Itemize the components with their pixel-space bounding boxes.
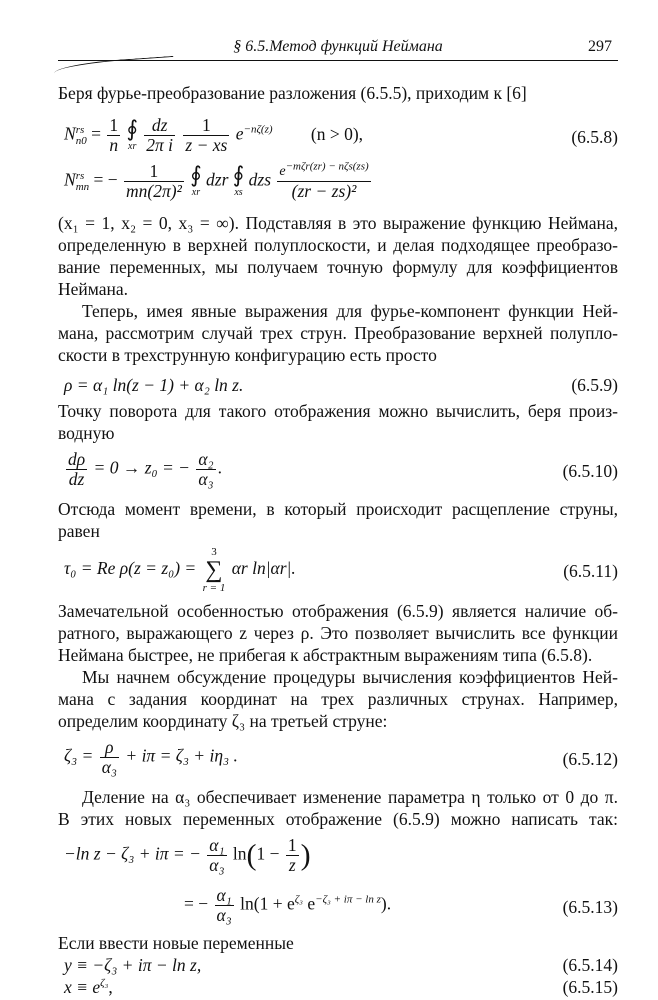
equation-6-5-8-line1: N rs n0 = $\frac{1}{n}$ ∮ xr $\frac{dz}{\text{2π i}}$ $\frac{1}{z - xs}$ $e^{-n\zeta(z)}$ (n > 0), (6.5.8)	[64, 115, 618, 155]
equation-number: (6.5.11)	[563, 561, 618, 581]
fraction: $\frac{d\rho}{dz}$	[68, 449, 86, 489]
contour-integral: ∮ xs	[232, 161, 245, 198]
fraction: $\frac{1}{z - xs}$	[185, 115, 228, 155]
paragraph-line: В этих новых переменных отображение (6.5.9) можно написать так:	[58, 809, 618, 829]
fraction: $\frac{1}{z}$	[287, 835, 297, 875]
paragraph-line: Деление на α₃ обеспечивает изменение параметра η только от 0 до π.	[82, 787, 618, 807]
equation-6-5-11: τ₀ = Re ρ(z = z₀) = 3 ∑ r = 1 αr ln|αr|. (6.5.11)	[64, 546, 618, 594]
paragraph-line: ратного, выражающего z через ρ. Это позволяет вычислить все функции	[58, 623, 618, 643]
page-number: 297	[588, 38, 612, 55]
equation-6-5-13-line2: = − $\frac{\text{α₁}}{\text{α₃}}$ $\ln(1 + e^{\zeta_3}$ $e^{-\zeta_3 + i\pi - ln z}$). (6.5.13)	[184, 885, 618, 925]
paragraph-line: Неймана быстрее, не прибегая к абстрактным выражениям типа (6.5.8).	[58, 645, 593, 665]
equation-6-5-15: $x \equiv e^{\zeta_3}$, (6.5.15)	[64, 977, 618, 997]
fraction: $\frac{1}{n}$	[109, 115, 119, 155]
header-title: § 6.5.Метод функций Неймана	[233, 38, 443, 55]
equation-6-5-14: y ≡ −ζ₃ + iπ − ln z, (6.5.14)	[64, 955, 618, 975]
equation-number: (6.5.14)	[562, 955, 618, 975]
summation: 3 ∑ r = 1	[202, 546, 226, 594]
paragraph-line: Мы начнем обсуждение процедуры вычисления коэффициентов Ней-	[82, 667, 618, 687]
equation-number: (6.5.10)	[562, 461, 618, 481]
equation-number: (6.5.9)	[571, 375, 618, 395]
eq-sub: n0	[75, 134, 87, 147]
paragraph-line: Неймана.	[58, 279, 128, 299]
paragraph-line: Теперь, имея явные выражения для фурье-компонент функции Ней-	[82, 301, 618, 321]
fraction: $\frac{dz}{\text{2π i}}$	[146, 115, 174, 155]
header-rule	[58, 60, 618, 61]
paragraph-line: мана, рассмотрим случай трех струн. Преобразование верхней полупло-	[58, 323, 618, 343]
equation-6-5-10: $\frac{d\rho}{dz}$ = 0 → z₀ = − $\frac{\text{α₂}}{\text{α₃}}$ . (6.5.10)	[68, 449, 618, 489]
contour-integral: ∮ xr	[190, 161, 202, 198]
fraction: $\frac{\text{α₁}}{\text{α₃}}$	[209, 835, 225, 875]
equation-number: (6.5.15)	[562, 977, 618, 997]
running-header	[58, 24, 618, 55]
fraction: $\frac{\text{α₁}}{\text{α₃}}$	[216, 885, 232, 925]
paragraph-line: Замечательной особенностью отображения (6.5.9) является наличие об-	[58, 601, 618, 621]
fraction: $\frac{\text{α₂}}{\text{α₃}}$	[198, 449, 214, 489]
paragraph-line: скости в трехструнную конфигурацию есть просто	[58, 345, 437, 365]
equation-number: (6.5.13)	[562, 897, 618, 917]
paragraph-line: равен	[58, 521, 100, 541]
paragraph-line: водную	[58, 423, 115, 443]
equation-6-5-9: ρ = α₁ ln(z − 1) + α₂ ln z. (6.5.9)	[64, 375, 618, 395]
paragraph-line: (x₁ = 1, x₂ = 0, x₃ = ∞). Подставляя в это выражение функцию Неймана,	[58, 213, 618, 233]
equation-6-5-8-line2: N rs mn = − $\frac{1}{\text{mn(2π)²}}$ ∮ xr dzr ∮ xs dzs $\frac{e^{-m\zeta r(zr) - n\zeta s(zs)}}{\text{(zr − zs)²}}$	[64, 160, 369, 201]
paragraph-line: определенную в верхней полуплоскости, и делая подходящее преобразо-	[58, 235, 618, 255]
equation-6-5-13-line1: −ln z − ζ₃ + iπ = − $\frac{\text{α₁}}{\text{α₃}}$ ln(1 − $\frac{1}{z}$ )	[64, 835, 311, 875]
paragraph-line: Если ввести новые переменные	[58, 933, 294, 953]
paragraph-line: вание переменных, мы получаем точную формулу для коэффициентов	[58, 257, 618, 277]
contour-integral: ∮ xr	[126, 115, 138, 152]
equation-6-5-12: ζ₃ = $\frac{\rho}{\text{α₃}}$ + iπ = ζ₃ + iη₃ . (6.5.12)	[64, 737, 618, 777]
paragraph-line: Беря фурье-преобразование разложения (6.5.5), приходим к [6]	[58, 83, 527, 103]
eq-sup: rs	[75, 123, 85, 136]
eq-symbol: N	[64, 123, 76, 144]
equation-number: (6.5.8)	[571, 127, 618, 147]
fraction: $\frac{\rho}{\text{α₃}}$	[101, 737, 118, 777]
paragraph-line: Точку поворота для такого отображения можно вычислить, беря произ-	[58, 401, 618, 421]
equation-number: (6.5.12)	[562, 749, 618, 769]
paragraph-line: определим координату ζ₃ на третьей струне:	[58, 711, 388, 731]
paragraph-line: Отсюда момент времени, в который происходит расщепление струны,	[58, 499, 618, 519]
eq-condition: (n > 0),	[310, 123, 364, 144]
fraction: $\frac{1}{\text{mn(2π)²}}$	[126, 161, 182, 201]
paragraph-line: мана с задания координат на трех различных струнах. Например,	[58, 689, 618, 709]
fraction: $\frac{e^{-m\zeta r(zr) - n\zeta s(zs)}}{\text{(zr − zs)²}}$	[279, 160, 369, 201]
